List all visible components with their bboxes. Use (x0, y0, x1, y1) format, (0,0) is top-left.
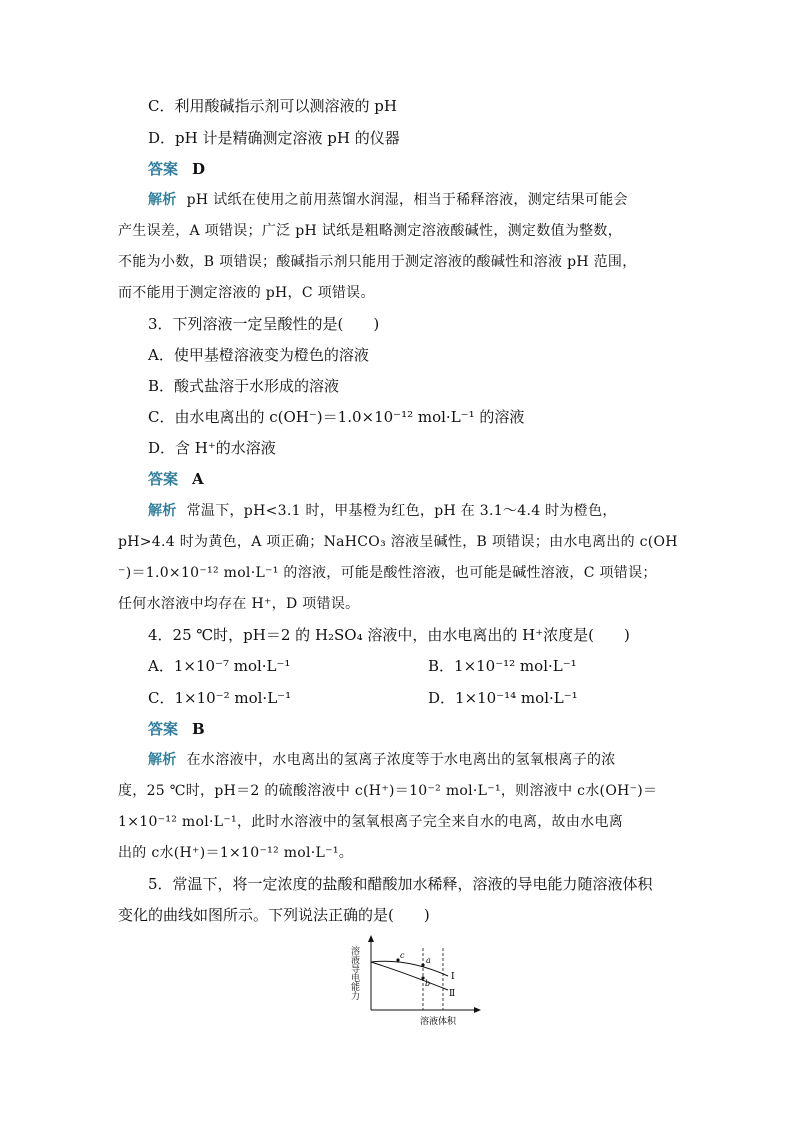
q2-answer (148, 159, 205, 179)
conductivity-diagram (348, 932, 488, 1032)
q3-explanation-line-1: 解析 常温下，pH<3.1 时，甲基橙为红色，pH 在 3.1～4.4 时为橙色， (148, 503, 617, 519)
explanation-label: 解析 (148, 503, 177, 519)
q3-explanation-line-3: ⁻)＝1.0×10⁻¹² mol·L⁻¹ 的溶液，可能是酸性溶液，也可能是碱性溶液，C 项错误； (118, 565, 657, 581)
answer-value: B (192, 720, 205, 738)
explanation-label: 解析 (148, 192, 177, 208)
q4-explanation-line-4: 出的 c水(H⁺)＝1×10⁻¹² mol·L⁻¹。 (118, 845, 354, 861)
q2-explanation-line-2: 产生误差，A 项错误；广泛 pH 试纸是粗略测定溶液酸碱性，测定数值为整数， (118, 223, 623, 239)
q2-explanation-line-3: 不能为小数，B 项错误；酸碱指示剂只能用于测定溶液的酸碱性和溶液 pH 范围， (118, 254, 637, 270)
point-label-b: b (425, 979, 431, 988)
q3-option-d: D．含 H⁺的水溶液 (148, 439, 276, 457)
answer-value: D (192, 160, 206, 178)
q4-answer (148, 719, 205, 739)
q3-explanation-line-4: 任何水溶液中均存在 H⁺，D 项错误。 (118, 596, 360, 612)
q3-stem: 3．下列溶液一定呈酸性的是( ) (148, 315, 380, 333)
point-label-a: a (426, 956, 431, 965)
answer-value: A (192, 470, 204, 488)
q3-option-b: B．酸式盐溶于水形成的溶液 (148, 377, 340, 395)
q5-stem-line-1: 5．常温下，将一定浓度的盐酸和醋酸加水稀释，溶液的导电能力随溶液体积 (148, 875, 653, 893)
q3-option-c: C．由水电离出的 c(OH⁻)＝1.0×10⁻¹² mol·L⁻¹ 的溶液 (148, 408, 525, 426)
answer-label: 答案 (148, 470, 179, 488)
q2-option-d: D．pH 计是精确测定溶液 pH 的仪器 (148, 129, 400, 147)
explanation-label: 解析 (148, 752, 177, 768)
curve-label-II: Ⅱ (449, 989, 456, 999)
q4-option-c: C．1×10⁻² mol·L⁻¹ (148, 689, 292, 707)
curve-label-I: Ⅰ (451, 972, 455, 982)
q4-option-b: B．1×10⁻¹² mol·L⁻¹ (428, 657, 577, 675)
q2-option-c: C．利用酸碱指示剂可以测溶液的 pH (148, 97, 397, 115)
point-label-c: c (400, 951, 405, 960)
y-axis-arrow (368, 935, 374, 942)
q4-stem: 4．25 ℃时，pH＝2 的 H₂SO₄ 溶液中，由水电离出的 H⁺浓度是( ) (148, 626, 630, 644)
q2-explanation-line-4: 而不能用于测定溶液的 pH，C 项错误。 (118, 285, 375, 301)
q3-answer (148, 469, 204, 489)
q3-explanation-line-2: pH>4.4 时为黄色，A 项正确；NaHCO₃ 溶液呈碱性，B 项错误；由水电离出的 c(OH (118, 534, 678, 550)
curve-II (371, 962, 448, 990)
point-a (421, 963, 424, 966)
answer-label: 答案 (148, 160, 179, 178)
curve-I (371, 961, 448, 976)
q4-explanation-line-2: 度，25 ℃时，pH＝2 的硫酸溶液中 c(H⁺)＝10⁻² mol·L⁻¹，则溶液中 c水(OH⁻)＝ (118, 783, 658, 799)
q4-option-d: D．1×10⁻¹⁴ mol·L⁻¹ (428, 689, 578, 707)
q4-explanation-line-3: 1×10⁻¹² mol·L⁻¹，此时水溶液中的氢氧根离子完全来自水的电离，故由水电离 (118, 814, 624, 830)
x-axis-label: 溶液体积 (420, 1017, 457, 1027)
y-axis-label: 溶液导电能力 (349, 946, 359, 1000)
q5-stem-line-2: 变化的曲线如图所示。下列说法正确的是( ) (118, 906, 430, 924)
q2-explanation-line-1: 解析 pH 试纸在使用之前用蒸馏水润湿，相当于稀释溶液，测定结果可能会 (148, 192, 628, 208)
answer-label: 答案 (148, 720, 179, 738)
q4-explanation-line-1: 解析 在水溶液中，水电离出的氢离子浓度等于水电离出的氢氧根离子的浓 (148, 752, 616, 768)
x-axis-arrow (474, 1007, 481, 1013)
q4-option-a: A．1×10⁻⁷ mol·L⁻¹ (148, 657, 291, 675)
q3-option-a: A．使甲基橙溶液变为橙色的溶液 (148, 346, 369, 364)
